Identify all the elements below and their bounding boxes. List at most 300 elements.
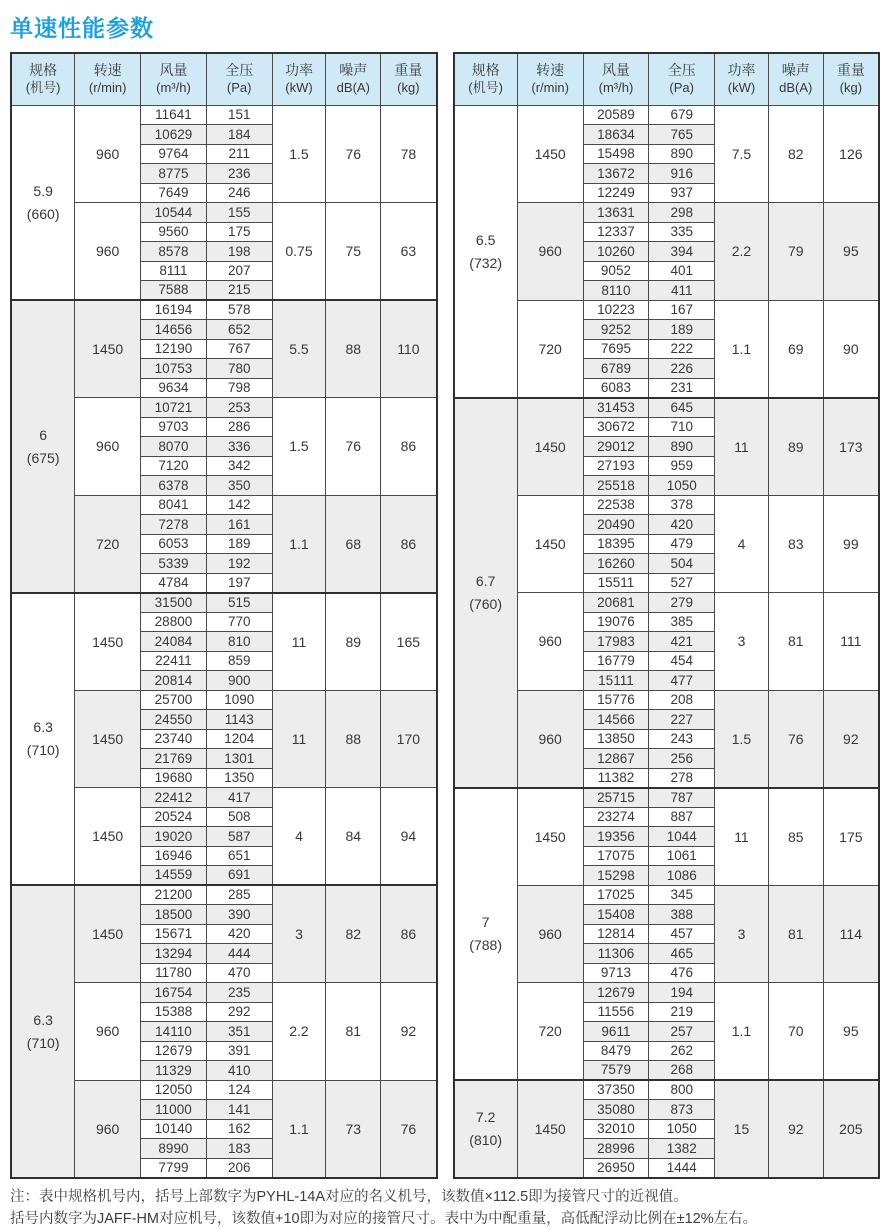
pressure-cell: 1301 (206, 749, 272, 769)
pressure-cell: 800 (649, 1080, 715, 1100)
pressure-cell: 1050 (649, 1119, 715, 1139)
airflow-cell: 24550 (141, 710, 207, 730)
airflow-cell: 9252 (583, 320, 649, 340)
spec-number: 6.3 (14, 1013, 72, 1027)
airflow-cell: 20681 (583, 593, 649, 613)
pressure-cell: 286 (206, 417, 272, 437)
airflow-cell: 12190 (141, 339, 207, 359)
airflow-cell: 11556 (583, 1002, 649, 1022)
column-header-line1: 噪声 (769, 62, 823, 80)
airflow-cell: 15388 (141, 1002, 207, 1022)
airflow-cell: 9052 (583, 261, 649, 281)
pressure-cell: 787 (649, 788, 715, 808)
pressure-cell: 479 (649, 534, 715, 554)
airflow-cell: 11382 (583, 768, 649, 788)
column-header-line1: 重量 (381, 62, 435, 80)
noise-cell: 82 (326, 885, 381, 983)
pressure-cell: 470 (206, 963, 272, 983)
airflow-cell: 16779 (583, 651, 649, 671)
airflow-cell: 25518 (583, 476, 649, 496)
column-header-line2: (Pa) (649, 80, 714, 96)
airflow-cell: 32010 (583, 1119, 649, 1139)
column-header-line2: (kW) (715, 80, 768, 96)
speed-cell: 960 (517, 885, 583, 983)
airflow-cell: 16946 (141, 846, 207, 866)
column-header-line1: 风量 (141, 62, 206, 80)
power-cell: 11 (715, 398, 769, 496)
pressure-cell: 394 (649, 242, 715, 262)
pressure-cell: 298 (649, 203, 715, 223)
pressure-cell: 243 (649, 729, 715, 749)
pressure-cell: 235 (206, 983, 272, 1003)
spec-alt-number: (732) (457, 256, 515, 270)
pressure-cell: 378 (649, 495, 715, 515)
spec-number: 7.2 (457, 1110, 515, 1124)
column-header-2 (141, 53, 207, 105)
noise-cell: 70 (768, 983, 823, 1081)
pressure-cell: 679 (649, 105, 715, 125)
pressure-cell: 207 (206, 261, 272, 281)
weight-cell: 175 (823, 788, 879, 886)
table-row (454, 203, 880, 223)
airflow-cell: 5339 (141, 554, 207, 574)
power-cell: 1.1 (715, 983, 769, 1081)
airflow-cell: 20589 (583, 105, 649, 125)
airflow-cell: 6053 (141, 534, 207, 554)
spec-number: 6 (14, 428, 72, 442)
airflow-cell: 10140 (141, 1119, 207, 1139)
power-cell: 3 (715, 593, 769, 691)
spec-cell (11, 300, 75, 593)
airflow-cell: 21769 (141, 749, 207, 769)
spec-alt-number: (810) (457, 1133, 515, 1147)
pressure-cell: 175 (206, 222, 272, 242)
airflow-cell: 25700 (141, 690, 207, 710)
airflow-cell: 12249 (583, 183, 649, 203)
pressure-cell: 198 (206, 242, 272, 262)
pressure-cell: 385 (649, 612, 715, 632)
table-row (454, 593, 880, 613)
pressure-cell: 390 (206, 905, 272, 925)
pressure-cell: 227 (649, 710, 715, 730)
airflow-cell: 7579 (583, 1061, 649, 1081)
column-header-1 (75, 53, 141, 105)
speed-cell: 1450 (75, 300, 141, 398)
table-row (454, 788, 880, 808)
table-row (454, 300, 880, 320)
spec-cell (454, 788, 518, 1081)
pressure-cell: 401 (649, 261, 715, 281)
pressure-cell: 335 (649, 222, 715, 242)
table-row (11, 203, 437, 223)
pressure-cell: 278 (649, 768, 715, 788)
table-row (11, 788, 437, 808)
pressure-cell: 1050 (649, 476, 715, 496)
airflow-cell: 31500 (141, 593, 207, 613)
column-header-5 (326, 53, 381, 105)
airflow-cell: 18395 (583, 534, 649, 554)
weight-cell: 95 (823, 983, 879, 1081)
weight-cell: 86 (381, 495, 437, 593)
speed-cell: 1450 (517, 398, 583, 496)
noise-cell: 83 (768, 495, 823, 593)
spec-alt-number: (710) (14, 743, 72, 757)
pressure-cell: 420 (206, 924, 272, 944)
power-cell: 3 (272, 885, 326, 983)
pressure-cell: 859 (206, 651, 272, 671)
column-header-line2: dB(A) (326, 80, 380, 96)
airflow-cell: 16754 (141, 983, 207, 1003)
airflow-cell: 7649 (141, 183, 207, 203)
table-row (454, 983, 880, 1003)
speed-cell: 960 (75, 398, 141, 496)
airflow-cell: 20524 (141, 807, 207, 827)
airflow-cell: 7120 (141, 456, 207, 476)
pressure-cell: 246 (206, 183, 272, 203)
tables-container (10, 52, 880, 1179)
airflow-cell: 10544 (141, 203, 207, 223)
table-row (11, 300, 437, 320)
airflow-cell: 15776 (583, 690, 649, 710)
table-row (454, 495, 880, 515)
airflow-cell: 24084 (141, 632, 207, 652)
airflow-cell: 12679 (141, 1041, 207, 1061)
airflow-cell: 11306 (583, 944, 649, 964)
power-cell: 11 (272, 593, 326, 691)
airflow-cell: 14656 (141, 320, 207, 340)
pressure-cell: 351 (206, 1022, 272, 1042)
airflow-cell: 8775 (141, 164, 207, 184)
table-row (11, 885, 437, 905)
power-cell: 1.1 (272, 495, 326, 593)
airflow-cell: 9611 (583, 1022, 649, 1042)
footnote-line-1: 注：表中规格机号内，括号上部数字为PYHL-14A对应的名义机号，该数值×112.5即为接管尺寸的近视值。 (10, 1186, 880, 1208)
pressure-cell: 465 (649, 944, 715, 964)
spec-number: 5.9 (14, 184, 72, 198)
pressure-cell: 257 (649, 1022, 715, 1042)
airflow-cell: 13294 (141, 944, 207, 964)
pressure-cell: 508 (206, 807, 272, 827)
table-row (454, 885, 880, 905)
column-header-line1: 规格 (12, 62, 74, 80)
airflow-cell: 13631 (583, 203, 649, 223)
airflow-cell: 15511 (583, 573, 649, 593)
airflow-cell: 15671 (141, 924, 207, 944)
weight-cell: 92 (381, 983, 437, 1081)
airflow-cell: 11641 (141, 105, 207, 125)
table-row (454, 105, 880, 125)
column-header-line1: 全压 (649, 62, 714, 80)
spec-cell (454, 1080, 518, 1178)
power-cell: 1.5 (272, 398, 326, 496)
speed-cell: 1450 (517, 495, 583, 593)
weight-cell: 92 (823, 690, 879, 788)
airflow-cell: 12867 (583, 749, 649, 769)
pressure-cell: 527 (649, 573, 715, 593)
speed-cell: 1450 (517, 788, 583, 886)
weight-cell: 170 (381, 690, 437, 788)
column-header-1 (517, 53, 583, 105)
weight-cell: 86 (381, 398, 437, 496)
pressure-cell: 256 (649, 749, 715, 769)
pressure-cell: 151 (206, 105, 272, 125)
column-header-line2: (m³/h) (141, 80, 206, 96)
pressure-cell: 350 (206, 476, 272, 496)
column-header-line1: 噪声 (326, 62, 380, 80)
airflow-cell: 14110 (141, 1022, 207, 1042)
spec-number: 6.5 (457, 233, 515, 247)
airflow-cell: 15111 (583, 671, 649, 691)
weight-cell: 76 (381, 1080, 437, 1178)
pressure-cell: 194 (649, 983, 715, 1003)
column-header-3 (206, 53, 272, 105)
power-cell: 15 (715, 1080, 769, 1178)
airflow-cell: 30672 (583, 417, 649, 437)
airflow-cell: 10629 (141, 125, 207, 145)
spec-number: 7 (457, 915, 515, 929)
spec-number: 6.7 (457, 574, 515, 588)
pressure-cell: 292 (206, 1002, 272, 1022)
airflow-cell: 17983 (583, 632, 649, 652)
pressure-cell: 645 (649, 398, 715, 418)
weight-cell: 114 (823, 885, 879, 983)
weight-cell: 111 (823, 593, 879, 691)
pressure-cell: 336 (206, 437, 272, 457)
speed-cell: 720 (517, 300, 583, 398)
table-row (11, 105, 437, 125)
speed-cell: 960 (75, 1080, 141, 1178)
pressure-cell: 765 (649, 125, 715, 145)
pressure-cell: 515 (206, 593, 272, 613)
airflow-cell: 17025 (583, 885, 649, 905)
spec-cell (454, 398, 518, 788)
airflow-cell: 7799 (141, 1158, 207, 1178)
weight-cell: 110 (381, 300, 437, 398)
column-header-0 (11, 53, 75, 105)
pressure-cell: 211 (206, 144, 272, 164)
pressure-cell: 937 (649, 183, 715, 203)
airflow-cell: 17075 (583, 846, 649, 866)
pressure-cell: 285 (206, 885, 272, 905)
airflow-cell: 23740 (141, 729, 207, 749)
speed-cell: 720 (517, 983, 583, 1081)
pressure-cell: 900 (206, 671, 272, 691)
pressure-cell: 444 (206, 944, 272, 964)
power-cell: 5.5 (272, 300, 326, 398)
noise-cell: 69 (768, 300, 823, 398)
noise-cell: 79 (768, 203, 823, 301)
column-header-6 (381, 53, 437, 105)
column-header-3 (649, 53, 715, 105)
pressure-cell: 477 (649, 671, 715, 691)
airflow-cell: 8070 (141, 437, 207, 457)
airflow-cell: 7695 (583, 339, 649, 359)
pressure-cell: 1350 (206, 768, 272, 788)
pressure-cell: 417 (206, 788, 272, 808)
power-cell: 11 (715, 788, 769, 886)
pressure-cell: 651 (206, 846, 272, 866)
speed-cell: 1450 (517, 1080, 583, 1178)
column-header-6 (823, 53, 879, 105)
airflow-cell: 22538 (583, 495, 649, 515)
pressure-cell: 873 (649, 1100, 715, 1120)
airflow-cell: 22411 (141, 651, 207, 671)
noise-cell: 76 (768, 690, 823, 788)
spec-alt-number: (660) (14, 207, 72, 221)
airflow-cell: 26950 (583, 1158, 649, 1178)
airflow-cell: 23274 (583, 807, 649, 827)
pressure-cell: 388 (649, 905, 715, 925)
airflow-cell: 15298 (583, 866, 649, 886)
noise-cell: 89 (326, 593, 381, 691)
pressure-cell: 184 (206, 125, 272, 145)
airflow-cell: 18634 (583, 125, 649, 145)
column-header-line2: (机号) (455, 80, 517, 96)
column-header-4 (272, 53, 326, 105)
spec-alt-number: (675) (14, 451, 72, 465)
airflow-cell: 14559 (141, 866, 207, 886)
pressure-cell: 1382 (649, 1139, 715, 1159)
noise-cell: 88 (326, 300, 381, 398)
pressure-cell: 959 (649, 456, 715, 476)
airflow-cell: 8479 (583, 1041, 649, 1061)
power-cell: 0.75 (272, 203, 326, 301)
pressure-cell: 142 (206, 495, 272, 515)
airflow-cell: 31453 (583, 398, 649, 418)
noise-cell: 82 (768, 105, 823, 203)
pressure-cell: 410 (206, 1061, 272, 1081)
pressure-cell: 279 (649, 593, 715, 613)
airflow-cell: 10753 (141, 359, 207, 379)
speed-cell: 1450 (75, 690, 141, 788)
airflow-cell: 22412 (141, 788, 207, 808)
column-header-4 (715, 53, 769, 105)
speed-cell: 720 (75, 495, 141, 593)
pressure-cell: 890 (649, 144, 715, 164)
table-row (11, 398, 437, 418)
spec-cell (454, 105, 518, 398)
pressure-cell: 183 (206, 1139, 272, 1159)
pressure-cell: 141 (206, 1100, 272, 1120)
noise-cell: 81 (768, 593, 823, 691)
pressure-cell: 192 (206, 554, 272, 574)
power-cell: 1.5 (715, 690, 769, 788)
weight-cell: 205 (823, 1080, 879, 1178)
power-cell: 2.2 (715, 203, 769, 301)
pressure-cell: 124 (206, 1080, 272, 1100)
airflow-cell: 11329 (141, 1061, 207, 1081)
table-row (11, 593, 437, 613)
page-title: 单速性能参数 (10, 10, 880, 43)
airflow-cell: 12337 (583, 222, 649, 242)
power-cell: 3 (715, 885, 769, 983)
airflow-cell: 9560 (141, 222, 207, 242)
table-row (11, 495, 437, 515)
airflow-cell: 14566 (583, 710, 649, 730)
pressure-cell: 231 (649, 378, 715, 398)
pressure-cell: 167 (649, 300, 715, 320)
spec-number: 6.3 (14, 720, 72, 734)
airflow-cell: 21200 (141, 885, 207, 905)
weight-cell: 63 (381, 203, 437, 301)
airflow-cell: 12814 (583, 924, 649, 944)
pressure-cell: 342 (206, 456, 272, 476)
airflow-cell: 18500 (141, 905, 207, 925)
pressure-cell: 226 (649, 359, 715, 379)
airflow-cell: 19680 (141, 768, 207, 788)
power-cell: 1.1 (272, 1080, 326, 1178)
column-header-line1: 转速 (518, 62, 583, 80)
pressure-cell: 345 (649, 885, 715, 905)
speed-cell: 1450 (75, 593, 141, 691)
airflow-cell: 35080 (583, 1100, 649, 1120)
pressure-cell: 253 (206, 398, 272, 418)
airflow-cell: 12679 (583, 983, 649, 1003)
table-row (454, 690, 880, 710)
power-cell: 1.1 (715, 300, 769, 398)
footnote-line-2: 括号内数字为JAFF-HM对应机号，该数值+10即为对应的接管尺寸。表中为中配重量，高低配浮动比例在±12%左右。 (10, 1208, 880, 1230)
pressure-cell: 1444 (649, 1158, 715, 1178)
power-cell: 2.2 (272, 983, 326, 1081)
power-cell: 7.5 (715, 105, 769, 203)
pressure-cell: 236 (206, 164, 272, 184)
noise-cell: 73 (326, 1080, 381, 1178)
airflow-cell: 20814 (141, 671, 207, 691)
pressure-cell: 887 (649, 807, 715, 827)
airflow-cell: 29012 (583, 437, 649, 457)
airflow-cell: 11780 (141, 963, 207, 983)
pressure-cell: 411 (649, 281, 715, 301)
airflow-cell: 19076 (583, 612, 649, 632)
weight-cell: 173 (823, 398, 879, 496)
speed-cell: 960 (517, 593, 583, 691)
power-cell: 4 (715, 495, 769, 593)
column-header-line2: (kg) (381, 80, 435, 96)
airflow-cell: 27193 (583, 456, 649, 476)
spec-alt-number: (760) (457, 597, 515, 611)
spec-cell (11, 593, 75, 886)
airflow-cell: 19020 (141, 827, 207, 847)
noise-cell: 85 (768, 788, 823, 886)
noise-cell: 89 (768, 398, 823, 496)
weight-cell: 94 (381, 788, 437, 886)
weight-cell: 126 (823, 105, 879, 203)
airflow-cell: 37350 (583, 1080, 649, 1100)
performance-table-right (453, 52, 881, 1179)
pressure-cell: 161 (206, 515, 272, 535)
pressure-cell: 454 (649, 651, 715, 671)
airflow-cell: 7588 (141, 281, 207, 301)
airflow-cell: 13672 (583, 164, 649, 184)
airflow-cell: 16260 (583, 554, 649, 574)
weight-cell: 90 (823, 300, 879, 398)
airflow-cell: 8990 (141, 1139, 207, 1159)
weight-cell: 78 (381, 105, 437, 203)
speed-cell: 960 (75, 105, 141, 203)
weight-cell: 86 (381, 885, 437, 983)
weight-cell: 99 (823, 495, 879, 593)
column-header-line1: 转速 (75, 62, 140, 80)
pressure-cell: 476 (649, 963, 715, 983)
airflow-cell: 8041 (141, 495, 207, 515)
airflow-cell: 8578 (141, 242, 207, 262)
spec-alt-number: (710) (14, 1036, 72, 1050)
airflow-cell: 9713 (583, 963, 649, 983)
pressure-cell: 691 (206, 866, 272, 886)
airflow-cell: 28996 (583, 1139, 649, 1159)
table-row (11, 690, 437, 710)
column-header-line2: (m³/h) (584, 80, 649, 96)
